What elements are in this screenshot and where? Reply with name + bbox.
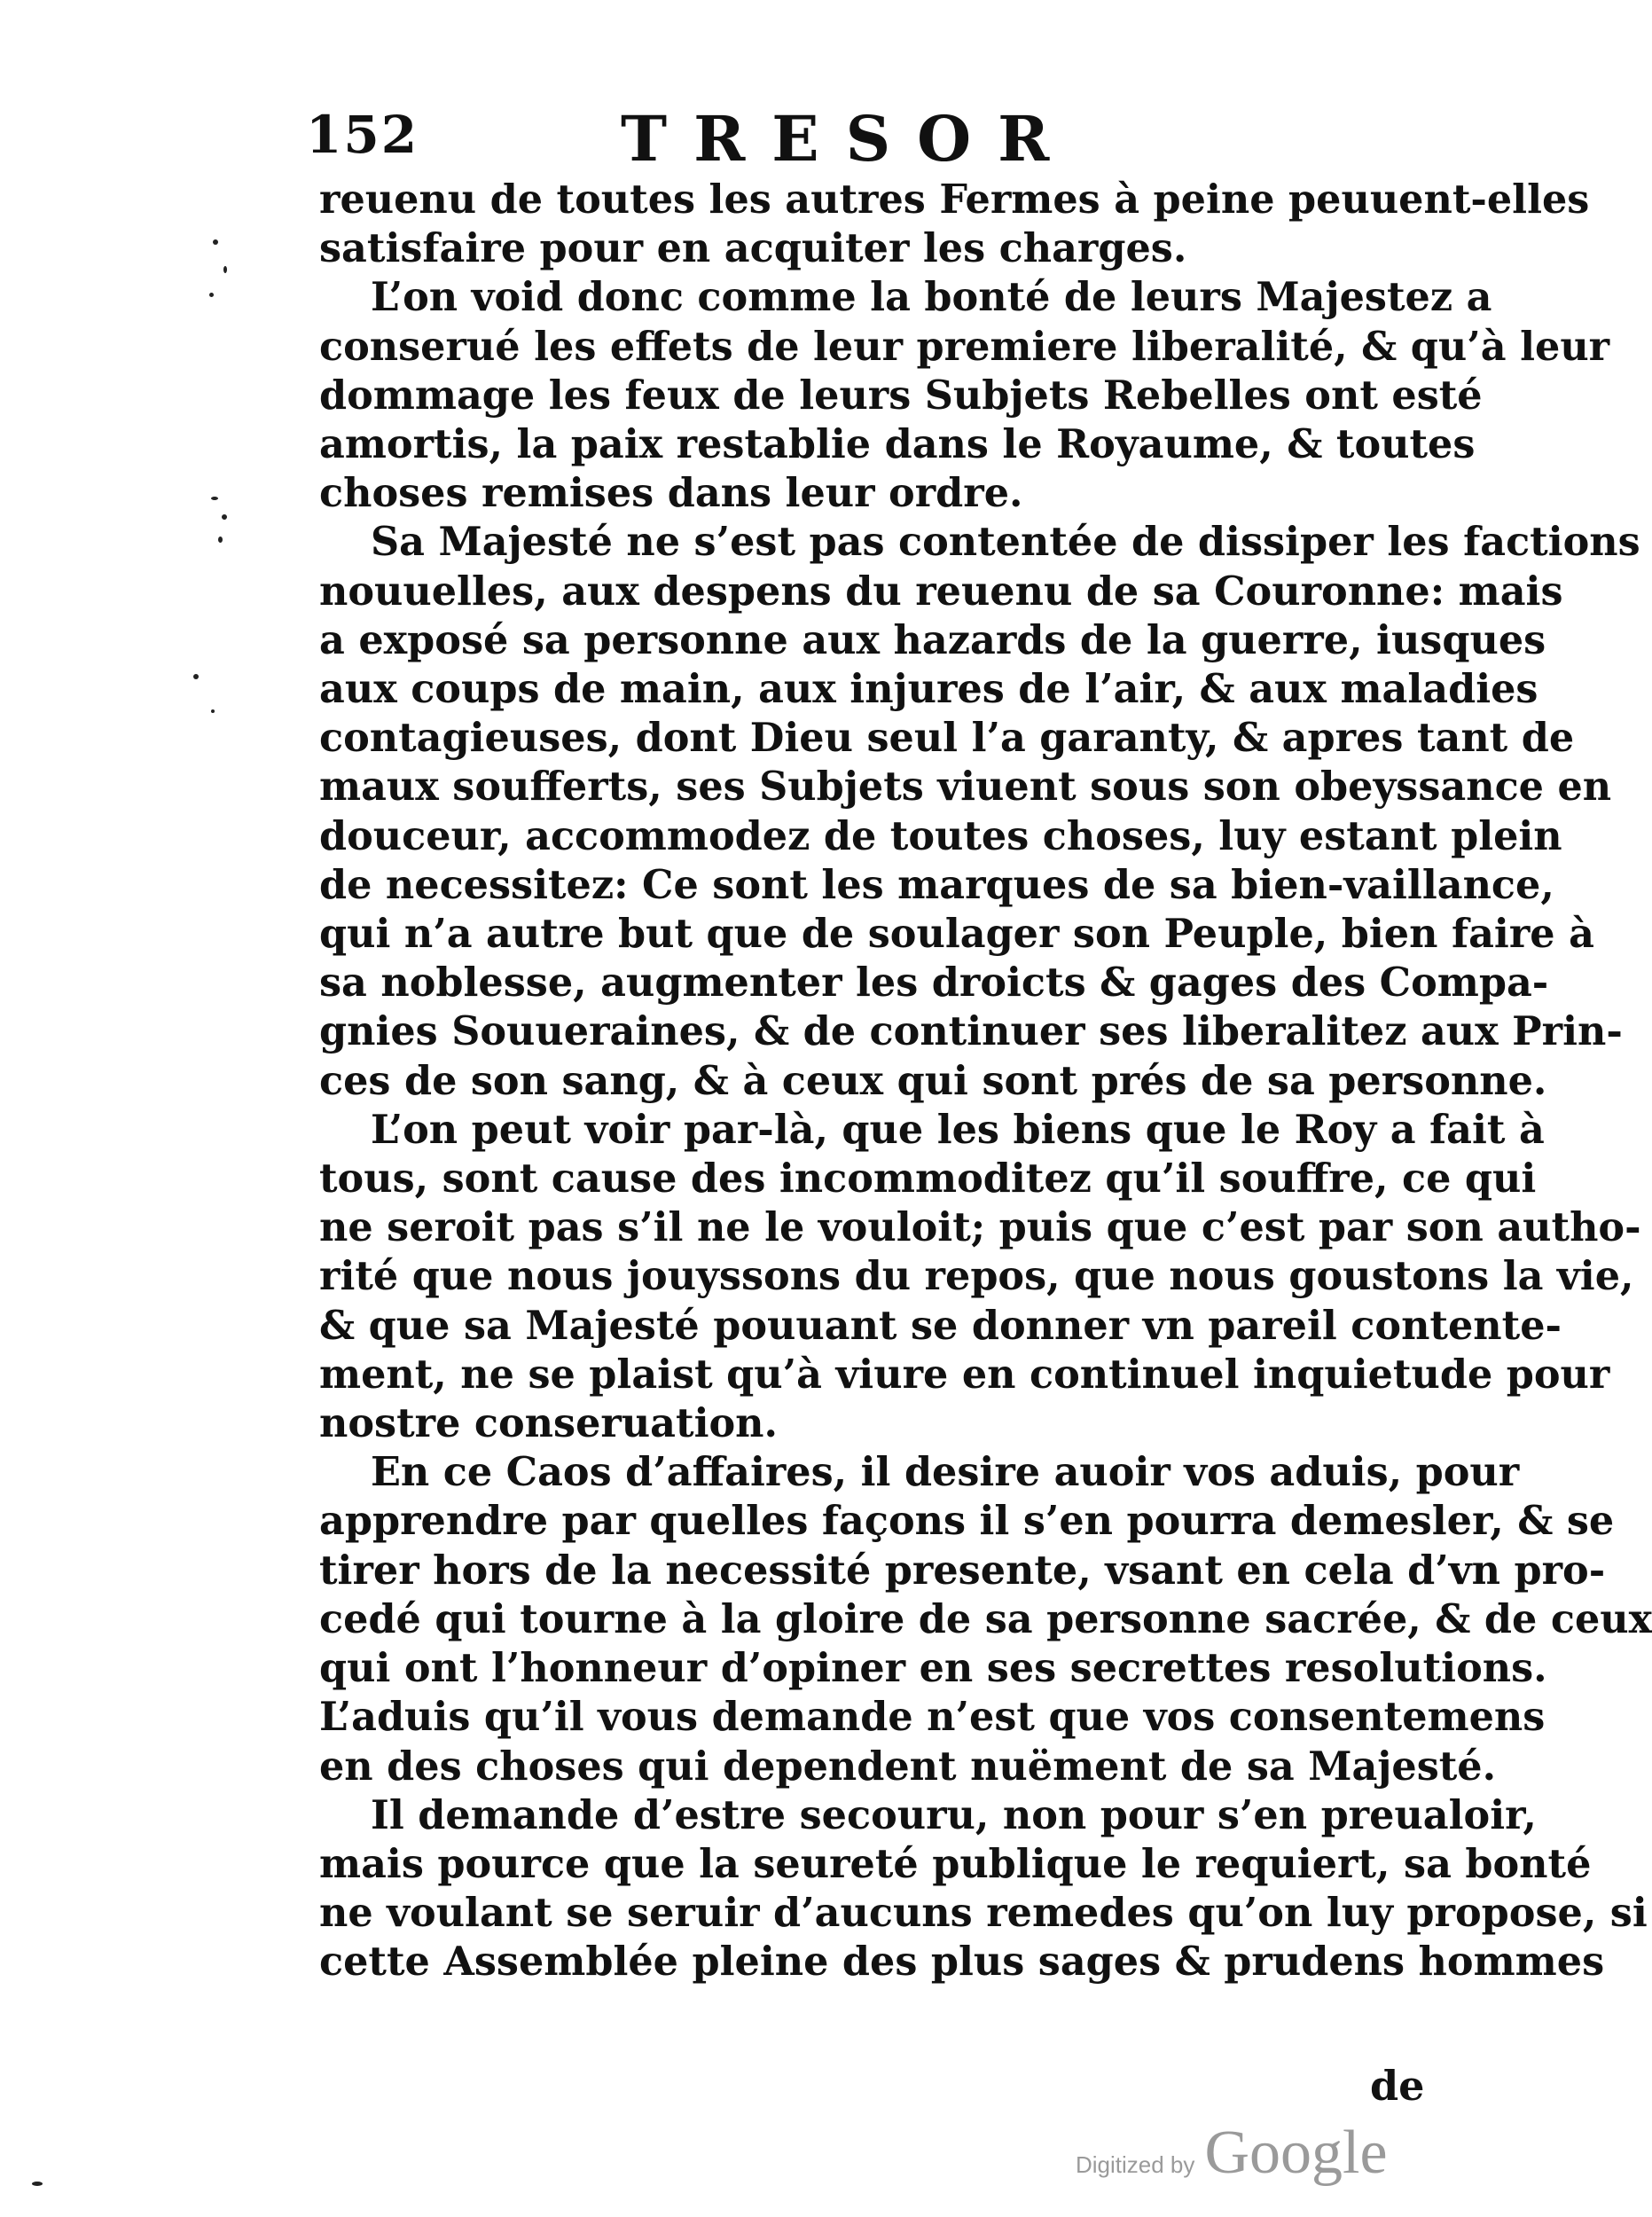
text-line: douceur, accommodez de toutes choses, luy estant plein bbox=[319, 812, 1562, 859]
text-line: conserué les effets de leur premiere liberalité, & qu’à leur bbox=[319, 323, 1610, 370]
scan-speck bbox=[211, 497, 218, 500]
text-line: en des choses qui dependent nuëment de sa Majesté. bbox=[319, 1743, 1497, 1790]
text-line: nostre conseruation. bbox=[319, 1400, 779, 1447]
running-title: TRESOR bbox=[621, 102, 1077, 176]
text-line: nouuelles, aux despens du reuenu de sa Couronne: mais bbox=[319, 568, 1563, 615]
text-line: aux coups de main, aux injures de l’air, & aux maladies bbox=[319, 666, 1538, 713]
text-line: qui n’a autre but que de soulager son Peuple, bien faire à bbox=[319, 911, 1594, 958]
scan-speck bbox=[193, 674, 199, 679]
text-line: ces de son sang, & à ceux qui sont prés de sa personne. bbox=[319, 1057, 1547, 1104]
body-text bbox=[319, 176, 1652, 1987]
text-line: En ce Caos d’affaires, il desire auoir vos aduis, pour bbox=[371, 1449, 1520, 1496]
text-line: sa noblesse, augmenter les droicts & gages des Compa- bbox=[319, 960, 1549, 1007]
text-line: satisfaire pour en acquiter les charges. bbox=[319, 225, 1187, 272]
text-line: L’aduis qu’il vous demande n’est que vos consentemens bbox=[319, 1694, 1546, 1741]
text-line: cedé qui tourne à la gloire de sa personne sacrée, & de ceux bbox=[319, 1595, 1652, 1642]
text-line: amortis, la paix restablie dans le Royaume, & toutes bbox=[319, 421, 1476, 468]
text-line: qui ont l’honneur d’opiner en ses secrettes resolutions. bbox=[319, 1645, 1547, 1692]
text-line: choses remises dans leur ordre. bbox=[319, 470, 1023, 517]
text-line: cette Assemblée pleine des plus sages & prudens hommes bbox=[319, 1939, 1605, 1986]
text-line: tirer hors de la necessité presente, vsant en cela d’vn pro- bbox=[319, 1547, 1606, 1594]
watermark-prefix: Digitized by bbox=[1076, 2151, 1195, 2178]
text-line: contagieuses, dont Dieu seul l’a garanty, & apres tant de bbox=[319, 715, 1575, 762]
text-line: mais pource que la seureté publique le requiert, sa bonté bbox=[319, 1840, 1592, 1887]
text-line: maux soufferts, ses Subjets viuent sous son obeyssance en bbox=[319, 764, 1612, 811]
text-line: ne seroit pas s’il ne le vouloit; puis que c’est par son autho- bbox=[319, 1204, 1641, 1251]
text-line: gnies Souueraines, & de continuer ses liberalitez aux Prin- bbox=[319, 1008, 1623, 1055]
scan-speck bbox=[222, 514, 227, 520]
text-line: dommage les feux de leurs Subjets Rebelles ont esté bbox=[319, 372, 1483, 419]
text-line: L’on void donc comme la bonté de leurs Majestez a bbox=[371, 274, 1492, 321]
text-line: tous, sont cause des incommoditez qu’il souffre, ce qui bbox=[319, 1156, 1537, 1203]
scan-speck bbox=[211, 709, 215, 713]
scan-speck bbox=[223, 266, 227, 273]
text-line: rité que nous jouyssons du repos, que nous goustons la vie, bbox=[319, 1253, 1634, 1300]
scan-speck bbox=[218, 537, 223, 543]
text-line: Sa Majesté ne s’est pas contentée de dissiper les factions bbox=[371, 519, 1640, 566]
scan-speck bbox=[213, 239, 218, 245]
text-line: reuenu de toutes les autres Fermes à peine peuuent-elles bbox=[319, 176, 1590, 223]
text-line: ne voulant se seruir d’aucuns remedes qu’on luy propose, si bbox=[319, 1890, 1648, 1937]
scan-speck bbox=[32, 2182, 43, 2186]
text-line: a exposé sa personne aux hazards de la guerre, iusques bbox=[319, 616, 1546, 663]
page-number: 152 bbox=[306, 105, 419, 165]
digitization-watermark bbox=[1076, 2118, 1388, 2189]
text-line: & que sa Majesté pouuant se donner vn pareil contente- bbox=[319, 1302, 1562, 1349]
text-line: Il demande d’estre secouru, non pour s’en preualoir, bbox=[371, 1791, 1537, 1838]
text-line: apprendre par quelles façons il s’en pourra demesler, & se bbox=[319, 1498, 1615, 1545]
text-line: de necessitez: Ce sont les marques de sa bien-vaillance, bbox=[319, 861, 1554, 908]
catchword: de bbox=[1370, 2062, 1425, 2110]
watermark-logo: Google bbox=[1204, 2119, 1388, 2187]
scan-speck bbox=[209, 293, 214, 297]
text-line: L’on peut voir par-là, que les biens que le Roy a fait à bbox=[371, 1106, 1545, 1153]
text-line: ment, ne se plaist qu’à viure en continuel inquietude pour bbox=[319, 1351, 1610, 1398]
